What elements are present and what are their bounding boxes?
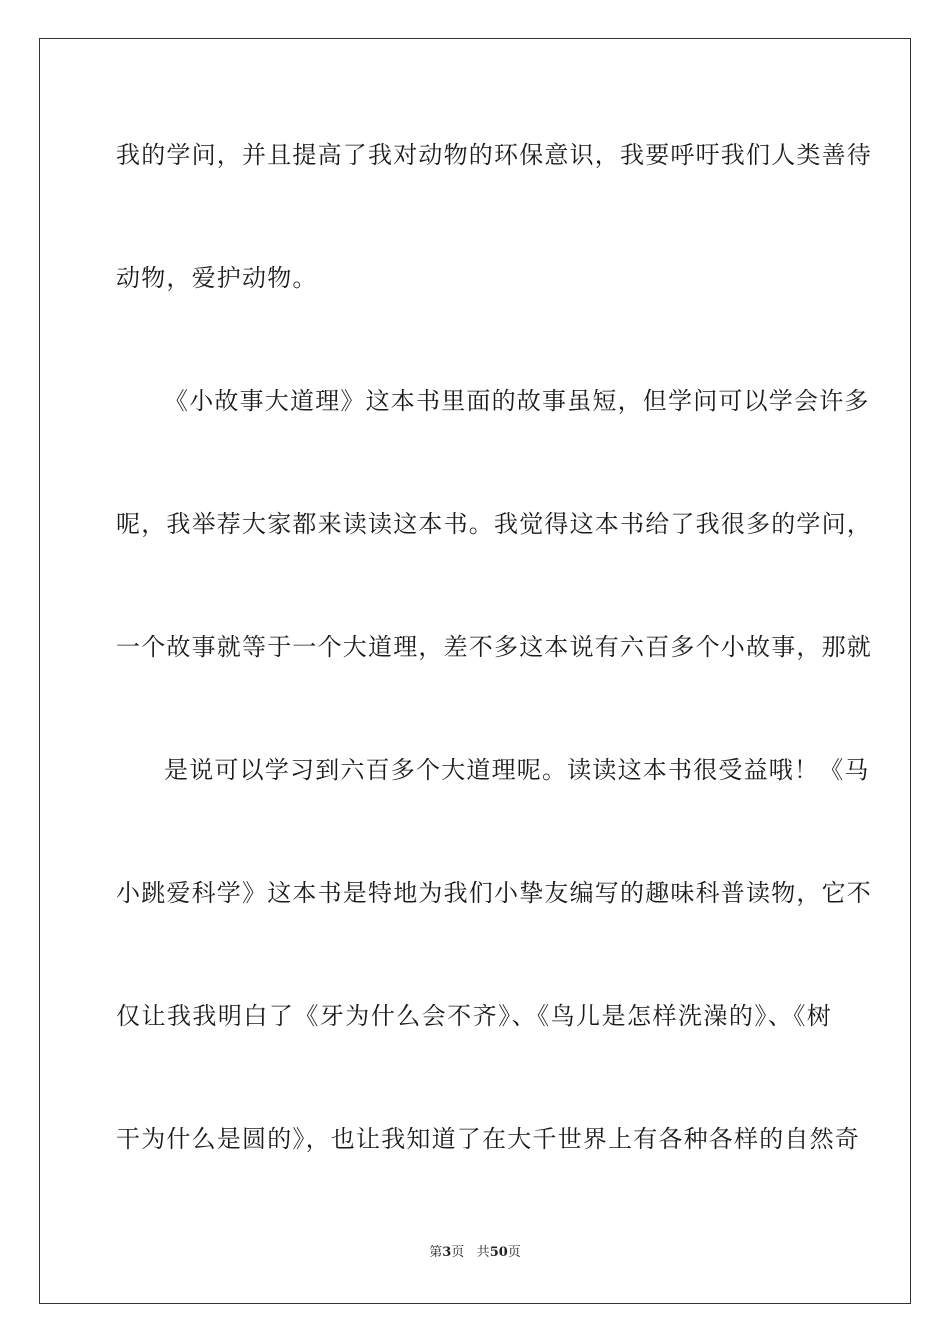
text-line-5: 一个故事就等于一个大道理，差不多这本说有六百多个小故事，那就 [116,633,872,661]
text-line-2: 动物，爱护动物。 [116,264,318,292]
total-suffix: 页 [507,1245,521,1260]
line-gap [116,1047,832,1109]
page-footer [0,1244,950,1262]
line-gap [116,555,832,617]
page-number: 3 [442,1245,452,1260]
line-gap [116,186,832,248]
line-gap [116,801,832,863]
document-body [116,125,872,1170]
line-gap [116,924,832,986]
total-prefix: 共 [476,1245,490,1260]
text-line-3: 《小故事大道理》这本书里面的故事虽短，但学问可以学会许多 [164,387,870,415]
page-suffix: 页 [451,1245,465,1260]
line-gap [116,432,832,494]
line-gap [116,309,832,371]
page-prefix: 第 [429,1245,443,1260]
total-pages: 50 [489,1245,508,1260]
text-line-9: 干为什么是圆的》，也让我知道了在大千世界上有各种各样的自然奇 [116,1125,860,1153]
text-line-1: 我的学问，并且提高了我对动物的环保意识，我要呼吁我们人类善待 [116,141,872,169]
text-line-8: 仅让我我明白了《牙为什么会不齐》、《鸟儿是怎样洗澡的》、《树 [116,1002,832,1030]
line-gap [116,678,832,740]
text-line-7: 小跳爱科学》这本书是特地为我们小挚友编写的趣味科普读物，它不 [116,879,872,907]
text-line-4: 呢，我举荐大家都来读读这本书。我觉得这本书给了我很多的学问， [116,510,872,538]
text-line-6: 是说可以学习到六百多个大道理呢。读读这本书很受益哦！《马 [164,756,870,784]
